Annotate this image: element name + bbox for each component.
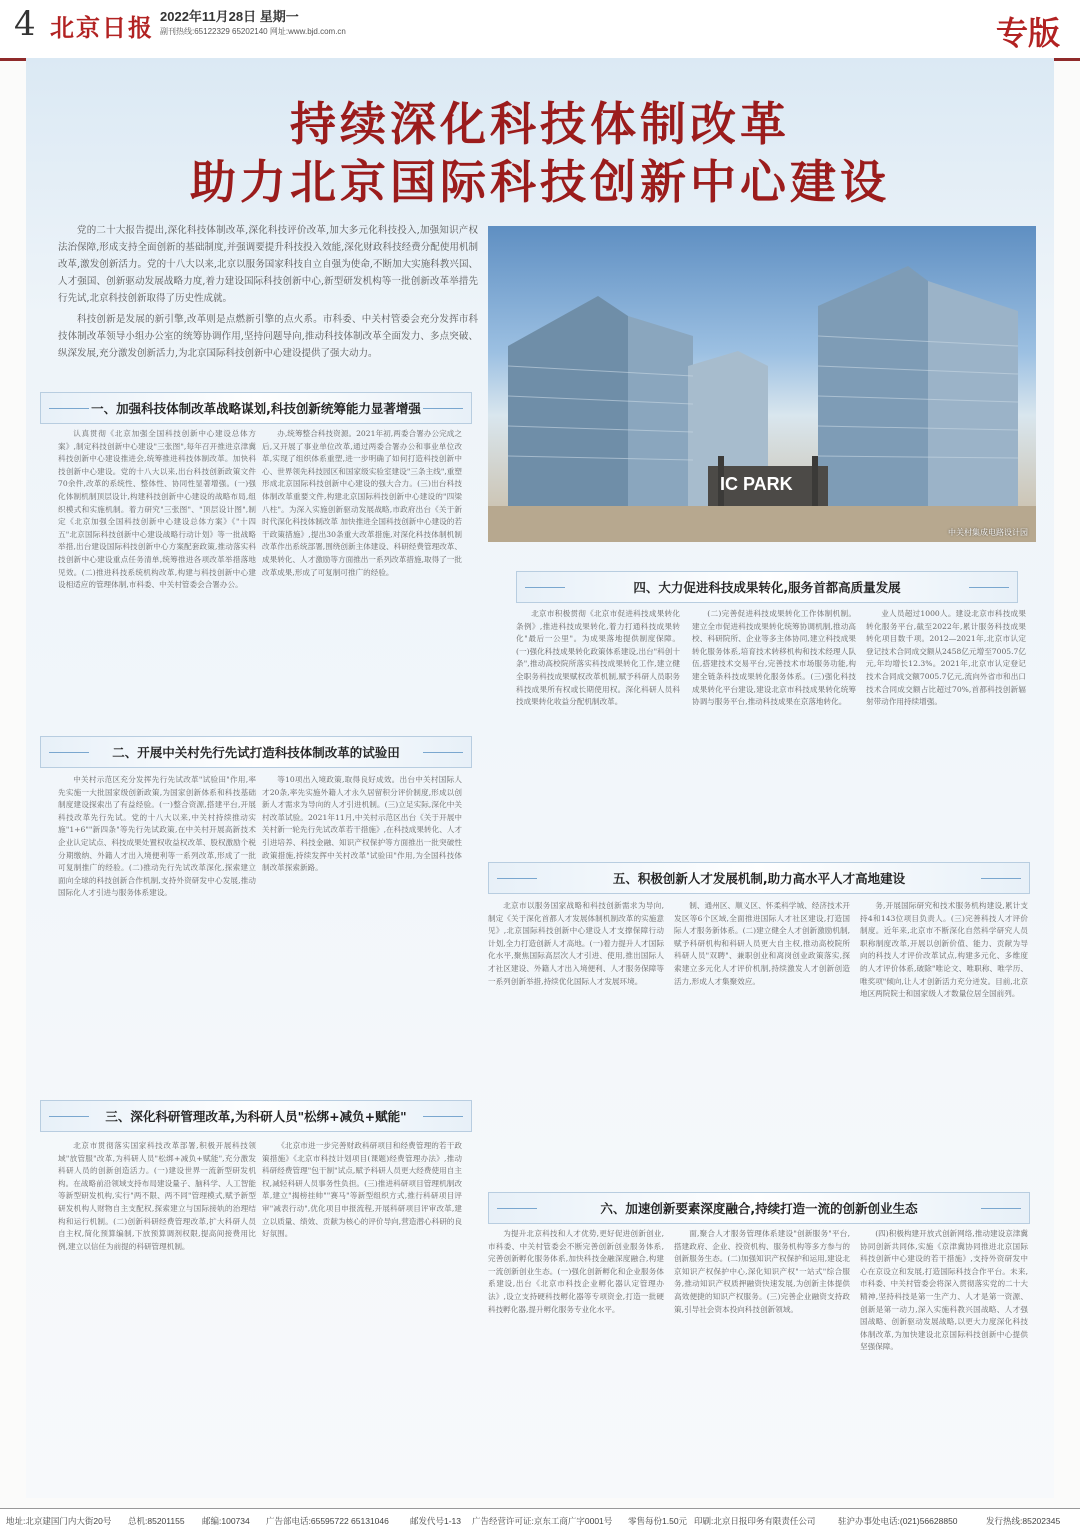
section-5-column-2 — [674, 900, 850, 1168]
section-3-title: 三、深化科研管理改革,为科研人员"松绑+减负+赋能" — [105, 1109, 407, 1124]
issue-date: 2022年11月28日 星期一 — [160, 9, 299, 24]
section-5-header — [488, 862, 1030, 894]
page-number: 4 — [14, 4, 36, 44]
section-5-column-1 — [488, 900, 664, 1168]
newspaper-name: 北京日报 — [50, 13, 154, 42]
section-2-column-2 — [262, 774, 462, 1094]
section-6-title: 六、加速创新要素深度融合,持续打造一流的创新创业生态 — [600, 1201, 918, 1216]
section-6-column-3 — [860, 1228, 1028, 1492]
section-3-column-1 — [58, 1140, 256, 1492]
section-6-header — [488, 1192, 1030, 1224]
section-1-text-2: 办,统筹整合科技资源。2021年初,两委合署办公完成之后,又开展了事业单位改革,通过两委合署办公和事业单位改革,实现了组织体系重塑,进一步明确了如何打造科技创新中心、世界领先科技园区和国家级实验室建设"三条主线",重塑形成北京国际科技创新中心建设的强大合力。(三)出台科技体制改革重要文件,构建北京国际科技创新中心建设的"四梁八柱"。为深入实施创新驱动发展战略,市政府出台《关于新时代深化科技体制改革 加快推进全国科技创新中心建设的若干政策措施》,提出30条重大改革措施,对深化科技体制机制改革作出系统部署,围绕创新主体建设、科研经费管理改革、成果转化、人才激励等方面推出一系列改革措施,取得了一批改革成果,形成了可复制可推广的经验。 — [262, 429, 462, 577]
section-6-text-2: 面,聚合人才服务管理体系建设"创新服务"平台,搭建政府、企业、投资机构、服务机构等多方参与的创新服务生态。(二)加强知识产权保护和运用,建设北京知识产权保护中心,深化知识产权"一站式"综合服务,推动知识产权质押融资快速发展,为创新主体提供高效便捷的知识产权服务。(三)完善企业融资支持政策,引导社会资本投向科技创新领域。 — [674, 1229, 850, 1314]
masthead-meta: 副刊热线:65122329 65202140 网址:www.bjd.com.cn — [160, 27, 346, 36]
section-5-text-3: 务,开展国际研究和技术服务机构建设,累计支持4和143位项目负责人。(三)完善科技人才评价制度。近年来,北京市不断深化自然科学研究人员职称制度改革,开展以创新价值、能力、贡献为导向的科技人才评价改革试点,构建多元化、多维度的人才评价体系,破除"唯论文、唯职称、唯学历、唯奖项"倾向,让人才创新活力充分迸发。目前,北京地区两院院士和国家级人才数量位居全国前列。 — [860, 901, 1028, 999]
footer-ad-license: 广告经营许可证:京东工商广字0001号 — [472, 1516, 613, 1526]
section-1-title: 一、加强科技体制改革战略谋划,科技创新统筹能力显著增强 — [91, 401, 421, 416]
footer-printer: 印刷:北京日报印务有限责任公司 — [694, 1516, 816, 1526]
footer-switchboard: 总机:85201155 — [128, 1516, 185, 1526]
footer-price: 零售每份1.50元 — [628, 1516, 688, 1526]
footer-postcode: 邮编:100734 — [202, 1516, 250, 1526]
footer-post-code: 邮发代号1-13 — [410, 1516, 462, 1526]
headline-line-2: 助力北京国际科技创新中心建设 — [190, 155, 890, 209]
section-3-text-2: 《北京市进一步完善财政科研项目和经费管理的若干政策措施》《北京市科技计划项目(课题)经费管理办法》,推动科研经费管理"包干制"试点,赋予科研人员更大经费使用自主权,减轻科研人员事务性负担。(三)推进科研项目管理机制改革,建立"揭榜挂帅""赛马"等新型组织方式,推行科研项目评审"减表行动",优化项目申报流程,开展科研项目评审改革,建立以质量、绩效、贡献为核心的评价导向,营造潜心科研的良好氛围。 — [262, 1141, 462, 1239]
section-4-header — [516, 571, 1018, 603]
footer-shanghai-office: 驻沪办事处电话:(021)56628850 — [838, 1516, 958, 1526]
ic-park-sign: IC PARK — [720, 474, 793, 494]
section-6-column-1 — [488, 1228, 664, 1492]
footer-ad-phone: 广告部电话:65595722 65131046 — [266, 1516, 389, 1526]
section-2-column-1 — [58, 774, 256, 1094]
section-2-text-1: 中关村示范区充分发挥先行先试改革"试验田"作用,率先实施一大批国家级创新政策,为国家创新体系和科技基础制度建设探索出了有益经验。(一)整合资源,搭建平台,开展科技改革先行先试。党的十八大以来,中关村持续推动实施"1+6""新四条"等先行先试政策,在中关村开展高新技术企业认定试点、科技成果处置权收益权改革、股权激励个税分期缴纳、外籍人才出入境便利等一系列改革,形成了一批可复制推广的经验。(二)推动先行先试改革深化,探索建立面向全球的科技创新合作机制,支持外资研发中心发展,推动国际化人才引进与服务体系建设。 — [58, 775, 256, 898]
section-1-header — [40, 392, 472, 424]
section-4-text-1: 北京市积极贯彻《北京市促进科技成果转化条例》,推进科技成果转化,着力打通科技成果转化"最后一公里"。为成果落地提供制度保障。(一)强化科技成果转化政策体系建设,出台"科创十条",推动高校院所落实科技成果转化工作,建立健全职务科技成果赋权改革机制,赋予科研人员职务科技成果所有权或长期使用权。深化科研人员科技成果转化收益分配机制改革。 — [516, 609, 680, 707]
section-3-column-2 — [262, 1140, 462, 1492]
masthead — [0, 0, 1080, 61]
section-4-column-2 — [692, 608, 856, 840]
section-2-title: 二、开展中关村先行先试打造科技体制改革的试验田 — [112, 745, 400, 760]
photo-caption: 中关村集成电路设计园 — [948, 528, 1028, 537]
section-4-text-2: (二)完善促进科技成果转化工作体制机制。建立全市促进科技成果转化统筹协调机制,推动高校、科研院所、企业等多主体协同,建立科技成果转化服务体系,培育技术转移机构和技术经理人队伍,搭建技术交易平台,完善技术市场服务功能,构建全链条科技成果转化服务体系。(三)强化科技成果转化平台建设,建设北京市科技成果转化统筹协调与服务平台,推动科技成果在京落地转化。 — [692, 609, 856, 707]
section-1-text-1: 认真贯彻《北京加强全国科技创新中心建设总体方案》,制定科技创新中心建设"三张图",每年召开推进京津冀科技创新中心建设推进会,统筹推进科技体制改革。加快科技创新中心建设。党的十八大以来,出台科技创新政策文件70余件,改革的系统性、整体性、协同性显著增强。(一)强化体制机制顶层设计,构建科技创新中心建设的战略布局,组织模式和实施机制。着力研究"三张图"、"顶层设计图",制定《北京加强全国科技创新中心建设总体方案》《"十四五"北京国际科技创新中心建设战略行动计划》等一批战略举措,出台建设国际科技创新中心方案配套政策,推动落实科技创新中心建设重点任务清单,统筹推进各项改革举措落地见效。(二)推进科技系统机构改革,构建与科技创新中心建设相适应的管理体制,市科委、中关村管委会合署办公。 — [58, 429, 256, 590]
section-4-column-3 — [866, 608, 1026, 840]
section-6-text-3: (四)积极构建开放式创新网络,推动建设京津冀协同创新共同体,实施《京津冀协同推进北京国际科技创新中心建设的若干措施》,支持外资研发中心在京设立和发展,打造国际科技合作平台。未来,市科委、中关村管委会将深入贯彻落实党的二十大精神,坚持科技是第一生产力、人才是第一资源、创新是第一动力,深入实施科教兴国战略、人才强国战略、创新驱动发展战略,以更大力度深化科技体制改革,为加快建设北京国际科技创新中心提供坚强保障。 — [860, 1229, 1028, 1352]
footer-address: 地址:北京建国门内大街20号 — [6, 1516, 112, 1526]
section-6-text-1: 为提升北京科技和人才优势,更好促进创新创业,市科委、中关村管委会不断完善创新创业服务体系,完善创新孵化服务体系,加快科技金融深度融合,构建一流创新创业生态。(一)强化创新孵化和企业服务体系建设,出台《北京市科技企业孵化器认定管理办法》,设立支持硬科技孵化器等专项资金,打造一批硬科技孵化器,提升孵化服务专业化水平。 — [488, 1229, 664, 1314]
intro-paragraph-1: 党的二十大报告提出,深化科技体制改革,深化科技评价改革,加大多元化科技投入,加强知识产权法治保障,形成支持全面创新的基础制度,并强调要提升科技投入效能,深化财政科技经费分配使用机制改革,激发创新活力。党的十八大以来,北京以服务国家科技自立自强为使命,不断加大实施科教兴国、人才强国、创新驱动发展战略力度,着力建设国际科技创新中心,新型研发机构等一批创新改革举措先行先试,北京科技创新取得了历史性成就。 — [58, 225, 478, 304]
section-5-text-2: 制、通州区、顺义区、怀柔科学城、经济技术开发区等6个区域,全面推进国际人才社区建设,打造国际人才服务新体系。(二)建立健全人才创新激励机制,赋予科研机构和科研人员更大自主权,推动高校院所科研人员"双聘"、兼职创业和离岗创业政策落实,探索建立多元化人才评价机制,持续激发人才创新创造活力,形成人才集聚效应。 — [674, 901, 850, 986]
section-1-column-1 — [58, 428, 256, 728]
headline-line-1: 持续深化科技体制改革 — [290, 97, 790, 151]
ic-park-photo — [488, 226, 1036, 542]
section-4-column-1 — [516, 608, 680, 840]
section-tag: 专版 — [995, 14, 1060, 52]
section-3-text-1: 北京市贯彻落实国家科技改革部署,积极开展科技领域"放管服"改革,为科研人员"松绑+减负+赋能",充分激发科研人员的创新创造活力。(一)建设世界一流新型研发机构。在战略前沿领域支持布局建设量子、脑科学、人工智能等新型研发机构,实行"两不限、两不同"管理模式,赋予新型研发机构人财物自主支配权,探索建立与国际接轨的治理结构和运行机制。(二)创新科研经费管理改革,扩大科研人员自主权,简化预算编制,下放预算调剂权限,提高间接费用比例,建立以信任为前提的科研管理机制。 — [58, 1141, 256, 1251]
section-5-title: 五、积极创新人才发展机制,助力高水平人才高地建设 — [612, 871, 906, 886]
section-4-text-3: 业人员超过1000人。建设北京市科技成果转化服务平台,截至2022年,累计服务科技成果转化项目数千项。2012—2021年,北京市认定登记技术合同成交额从2458亿元增至7005.7亿元,年均增长12.3%。2021年,北京市认定登记技术合同成交额7005.7亿元,流向外省市和出口技术合同成交额占比超过70%,首都科技创新辐射带动作用持续增强。 — [866, 609, 1026, 707]
footer — [0, 1508, 1080, 1534]
section-1-column-2 — [262, 428, 462, 728]
section-5-text-1: 北京市以服务国家战略和科技创新需求为导向,制定《关于深化首都人才发展体制机制改革的实施意见》,北京国际科技创新中心建设人才支撑保障行动计划,全力打造创新人才高地。(一)着力提升人才国际化水平,聚焦国际高层次人才引进、使用,推出国际人才社区建设、外籍人才出入境便利、人才服务保障等一系列创新举措,持续优化国际人才发展环境。 — [488, 901, 664, 986]
section-6-column-2 — [674, 1228, 850, 1492]
section-2-text-2: 等10项出入境政策,取得良好成效。出台中关村国际人才20条,率先实施外籍人才永久居留积分评价制度,形成以创新人才需求为导向的人才引进机制。(三)立足实际,深化中关村改革试验。2021年11月,中关村示范区出台《关于开展中关村新一轮先行先试改革若干措施》,在科技成果转化、人才引进培养、科技金融、知识产权保护等方面推出一批突破性政策措施,持续发挥中关村改革"试验田"作用,为全国科技体制改革探索新路。 — [262, 775, 462, 873]
section-2-header — [40, 736, 472, 768]
intro-paragraph-2: 科技创新是发展的新引擎,改革则是点燃新引擎的点火系。市科委、中关村管委会充分发挥市科技体制改革领导小组办公室的统筹协调作用,坚持问题导向,推动科技体制改革全面发力、多点突破、纵深发展,充分激发创新活力,为北京国际科技创新中心建设提供了强大动力。 — [58, 314, 478, 359]
section-4-title: 四、大力促进科技成果转化,服务首都高质量发展 — [633, 580, 901, 595]
section-3-header — [40, 1100, 472, 1132]
footer-distribution: 发行热线:85202345 — [986, 1516, 1061, 1526]
intro-text — [58, 222, 478, 366]
section-5-column-3 — [860, 900, 1028, 1168]
